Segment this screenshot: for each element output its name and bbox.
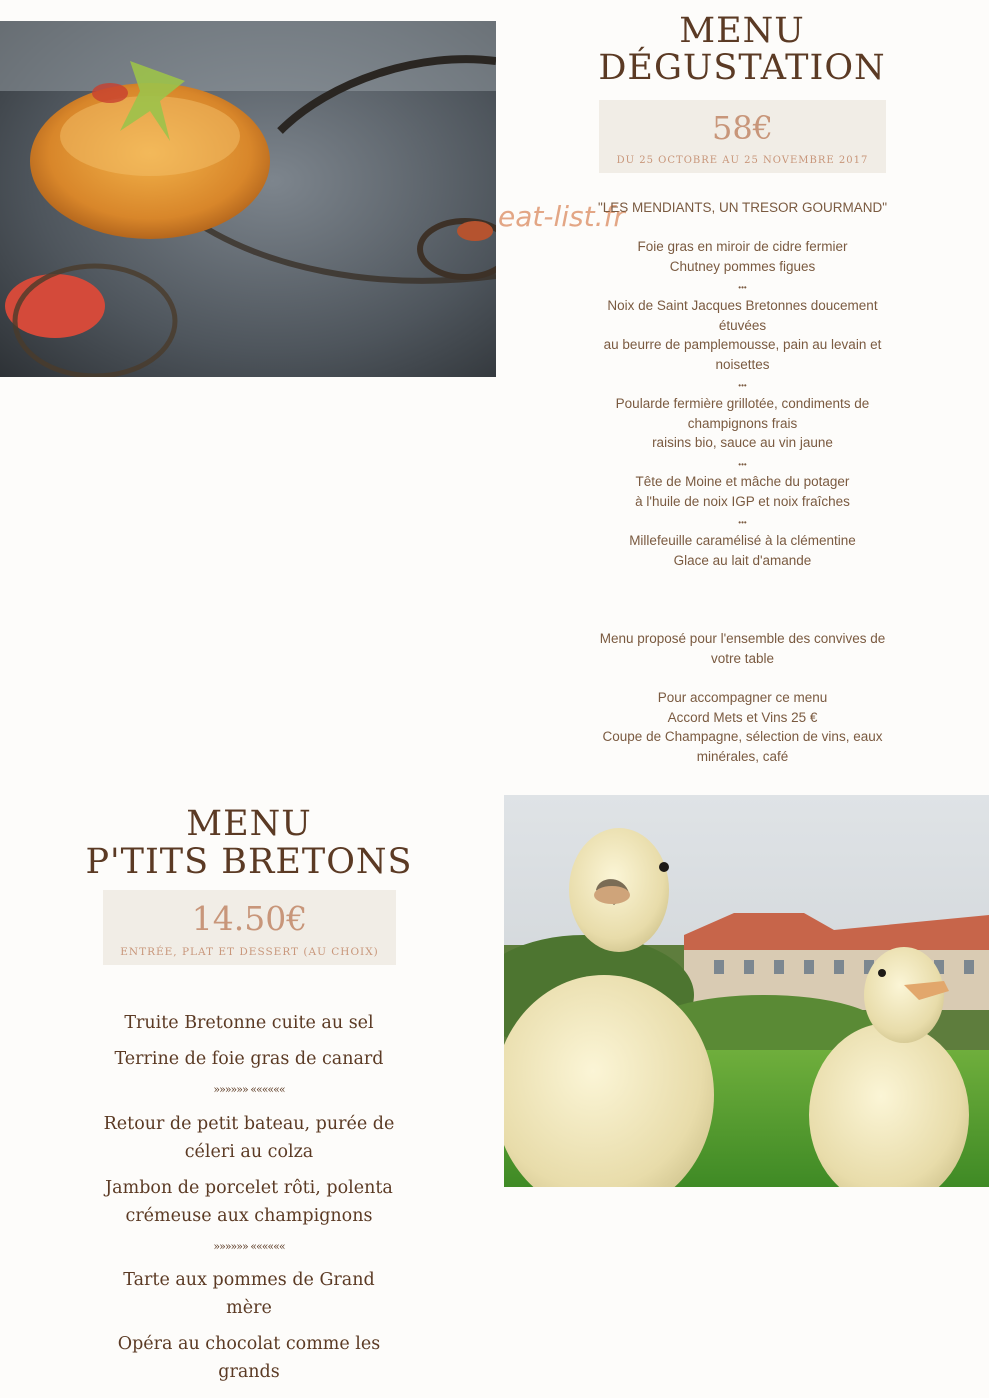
bretons-title	[80, 805, 418, 881]
item-line: céleri au colza	[184, 1142, 314, 1162]
dots-separator: •••	[738, 283, 747, 292]
course-line: noisettes	[715, 356, 770, 372]
degustation-price: 58€	[711, 109, 774, 147]
watermark: eat-list.fr	[498, 200, 625, 233]
degustation-pairing	[580, 688, 905, 766]
item-line: Jambon de porcelet rôti, polenta	[105, 1178, 393, 1198]
degustation-course-3	[580, 394, 905, 472]
dessert-photo	[0, 21, 496, 377]
bretons-main-2	[80, 1174, 418, 1230]
item-line: Retour de petit bateau, purée de	[103, 1114, 395, 1134]
course-line: étuvées	[718, 317, 767, 333]
bretons-subtitle: ENTRÉE, PLAT ET DESSERT (AU CHOIX)	[120, 946, 379, 958]
course-line: Tête de Moine et mâche du potager	[635, 474, 850, 489]
degustation-course-2	[580, 296, 905, 394]
course-line: Chutney pommes figues	[669, 258, 816, 274]
bretons-dessert-1	[80, 1266, 418, 1322]
course-line: au beurre de pamplemousse, pain au levain et	[603, 337, 882, 352]
note-line: votre table	[710, 650, 775, 666]
item-line: Opéra au chocolat comme les	[117, 1334, 381, 1354]
dots-separator: •••	[738, 381, 747, 390]
bretons-title-line1: MENU	[186, 804, 312, 844]
note-line: Menu proposé pour l'ensemble des convives de	[599, 631, 886, 646]
degustation-note	[580, 629, 905, 668]
degustation-course-5	[580, 531, 905, 570]
bretons-separator-2: »»»»»» ««««««	[213, 1240, 285, 1253]
course-line: Noix de Saint Jacques Bretonnes doucement	[607, 298, 878, 313]
bretons-separator-1: »»»»»» ««««««	[213, 1083, 285, 1096]
course-line: champignons frais	[687, 415, 798, 431]
bretons-price-box	[103, 890, 396, 965]
pairing-line: Pour accompagner ce menu	[657, 690, 828, 705]
pairing-line: Coupe de Champagne, sélection de vins, eaux	[602, 729, 883, 744]
degustation-price-box	[599, 100, 886, 173]
bretons-starter-1: Truite Bretonne cuite au sel	[124, 1013, 374, 1033]
degustation-dates: DU 25 OCTOBRE AU 25 NOVEMBRE 2017	[616, 155, 869, 166]
goslings-photo	[504, 795, 989, 1187]
dots-separator: •••	[738, 459, 747, 469]
degustation-title-line1: MENU	[679, 11, 805, 51]
degustation-course-4	[580, 472, 905, 531]
course-line: raisins bio, sauce au vin jaune	[652, 435, 833, 450]
course-line: Millefeuille caramélisé à la clémentine	[629, 533, 856, 548]
bretons-title-line2: P'TITS BRETONS	[85, 842, 413, 882]
degustation-course-1	[580, 237, 905, 296]
bretons-dessert-2	[80, 1330, 418, 1386]
course-line: Foie gras en miroir de cidre fermier	[637, 239, 848, 254]
pairing-line: minérales, café	[696, 748, 789, 764]
degustation-theme: "LES MENDIANTS, UN TRESOR GOURMAND"	[597, 200, 888, 215]
pairing-line: Accord Mets et Vins 25 €	[667, 709, 818, 725]
course-line: Poularde fermière grillotée, condiments de	[615, 396, 870, 411]
item-line: grands	[218, 1362, 280, 1382]
course-line: Glace au lait d'amande	[673, 552, 812, 568]
bretons-main-1	[80, 1110, 418, 1166]
item-line: Tarte aux pommes de Grand	[123, 1270, 375, 1290]
item-line: crémeuse aux champignons	[125, 1206, 373, 1226]
degustation-title	[596, 13, 888, 87]
item-line: mère	[226, 1298, 272, 1318]
course-line: à l'huile de noix IGP et noix fraîches	[635, 493, 850, 509]
bretons-price: 14.50€	[191, 899, 308, 938]
dots-separator: •••	[738, 518, 747, 527]
bretons-starter-2: Terrine de foie gras de canard	[114, 1049, 384, 1069]
degustation-title-line2: DÉGUSTATION	[598, 48, 886, 88]
